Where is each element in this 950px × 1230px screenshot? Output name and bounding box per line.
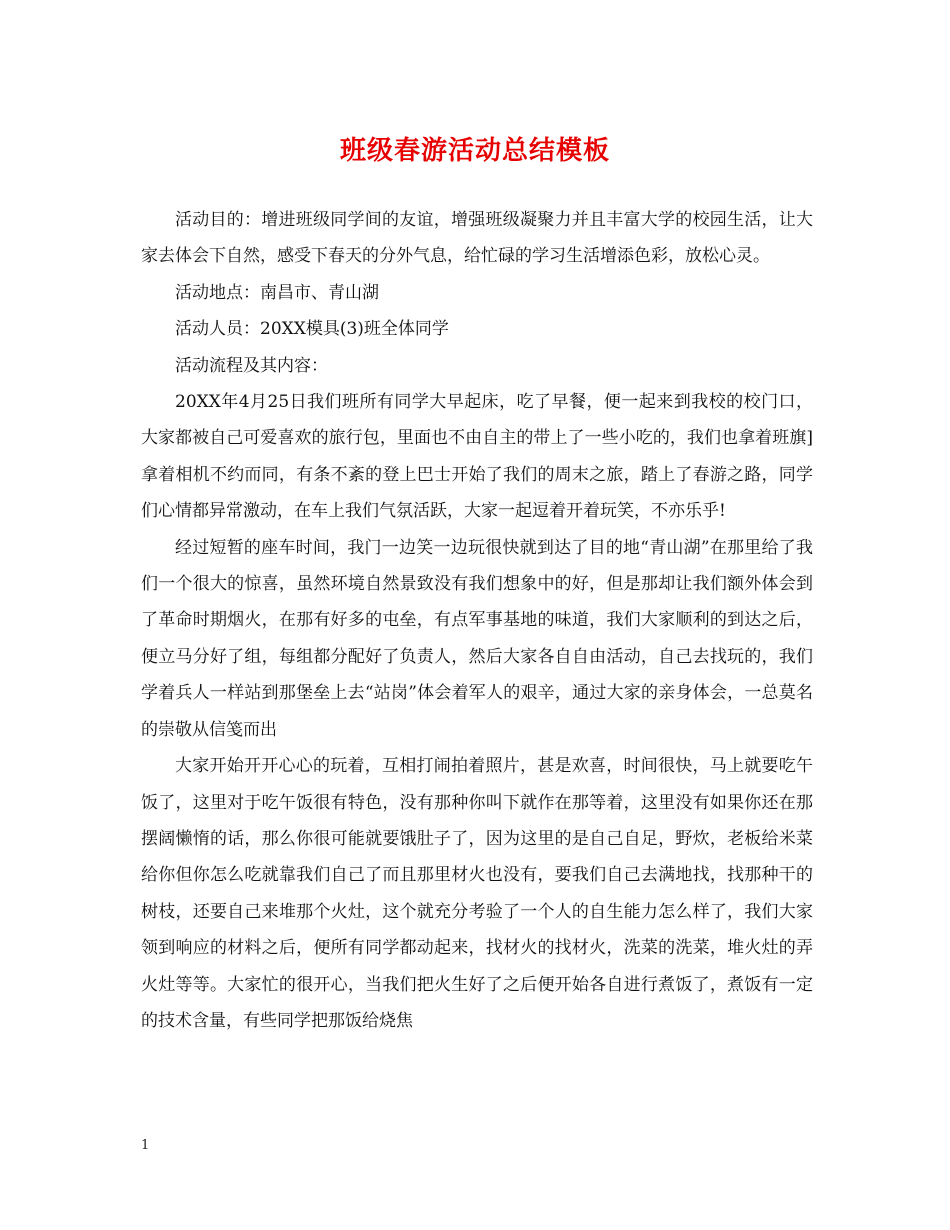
document-body <box>141 202 813 1039</box>
paragraph-purpose: 活动目的：增进班级同学间的友谊，增强班级凝聚力并且丰富大学的校园生活，让大家去体会下自然，感受下春天的分外气息，给忙碌的学习生活增添色彩，放松心灵。 <box>141 210 813 267</box>
document-title: 班级春游活动总结模板 <box>339 136 610 166</box>
paragraph-location: 活动地点：南昌市、青山湖 <box>175 282 379 303</box>
paragraph-participants: 活动人员：20XX模具(3)班全体同学 <box>175 319 449 340</box>
paragraph-process-heading: 活动流程及其内容： <box>175 355 328 376</box>
paragraph-departure: 20XX年4月25日我们班所有同学大早起床，吃了早餐，便一起来到我校的校门口，大家都被自己可爱喜欢的旅行包，里面也不由自主的带上了一些小吃的，我们也拿着班旗]拿着相机不约而同，有条不紊的登上巴士开始了我们的周末之旅，踏上了春游之路，同学们心情都异常激动，在车上我们气氛活跃，大家一起逗着开着玩笑，不亦乐乎! <box>141 392 813 522</box>
paragraph-arrival: 经过短暂的座车时间，我门一边笑一边玩很快就到达了目的地“青山湖”在那里给了我们一个很大的惊喜，虽然环境自然景致没有我们想象中的好，但是那却让我们额外体会到了革命时期烟火，在那有好多的屯垒，有点军事基地的味道，我们大家顺利的到达之后，便立马分好了组，每组都分配好了负责人，然后大家各自自由活动，自己去找玩的，我们学着兵人一样站到那堡垒上去“站岗”体会着军人的艰辛，通过大家的亲身体会，一总莫名的崇敬从信笺而出 <box>141 537 813 740</box>
paragraph-lunch: 大家开始开开心心的玩着，互相打闹拍着照片，甚是欢喜，时间很快，马上就要吃午饭了，这里对于吃午饭很有特色，没有那种你叫下就作在那等着，这里没有如果你还在那摆阔懒惰的话，那么你很可能就要饿肚子了，因为这里的是自己自足，野炊，老板给米菜给你但你怎么吃就靠我们自己了而且那里材火也没有，要我们自己去满地找，找那种干的树枝，还要自己来堆那个火灶，这个就充分考验了一个人的自生能力怎么样了，我们大家领到响应的材料之后，便所有同学都动起来，找材火的找材火，洗菜的洗菜，堆火灶的弄火灶等等。大家忙的很开心，当我们把火生好了之后便开始各自进行煮饭了，煮饭有一定的技术含量，有些同学把那饭给烧焦 <box>141 756 813 1031</box>
page-number: 1 <box>141 1138 150 1153</box>
